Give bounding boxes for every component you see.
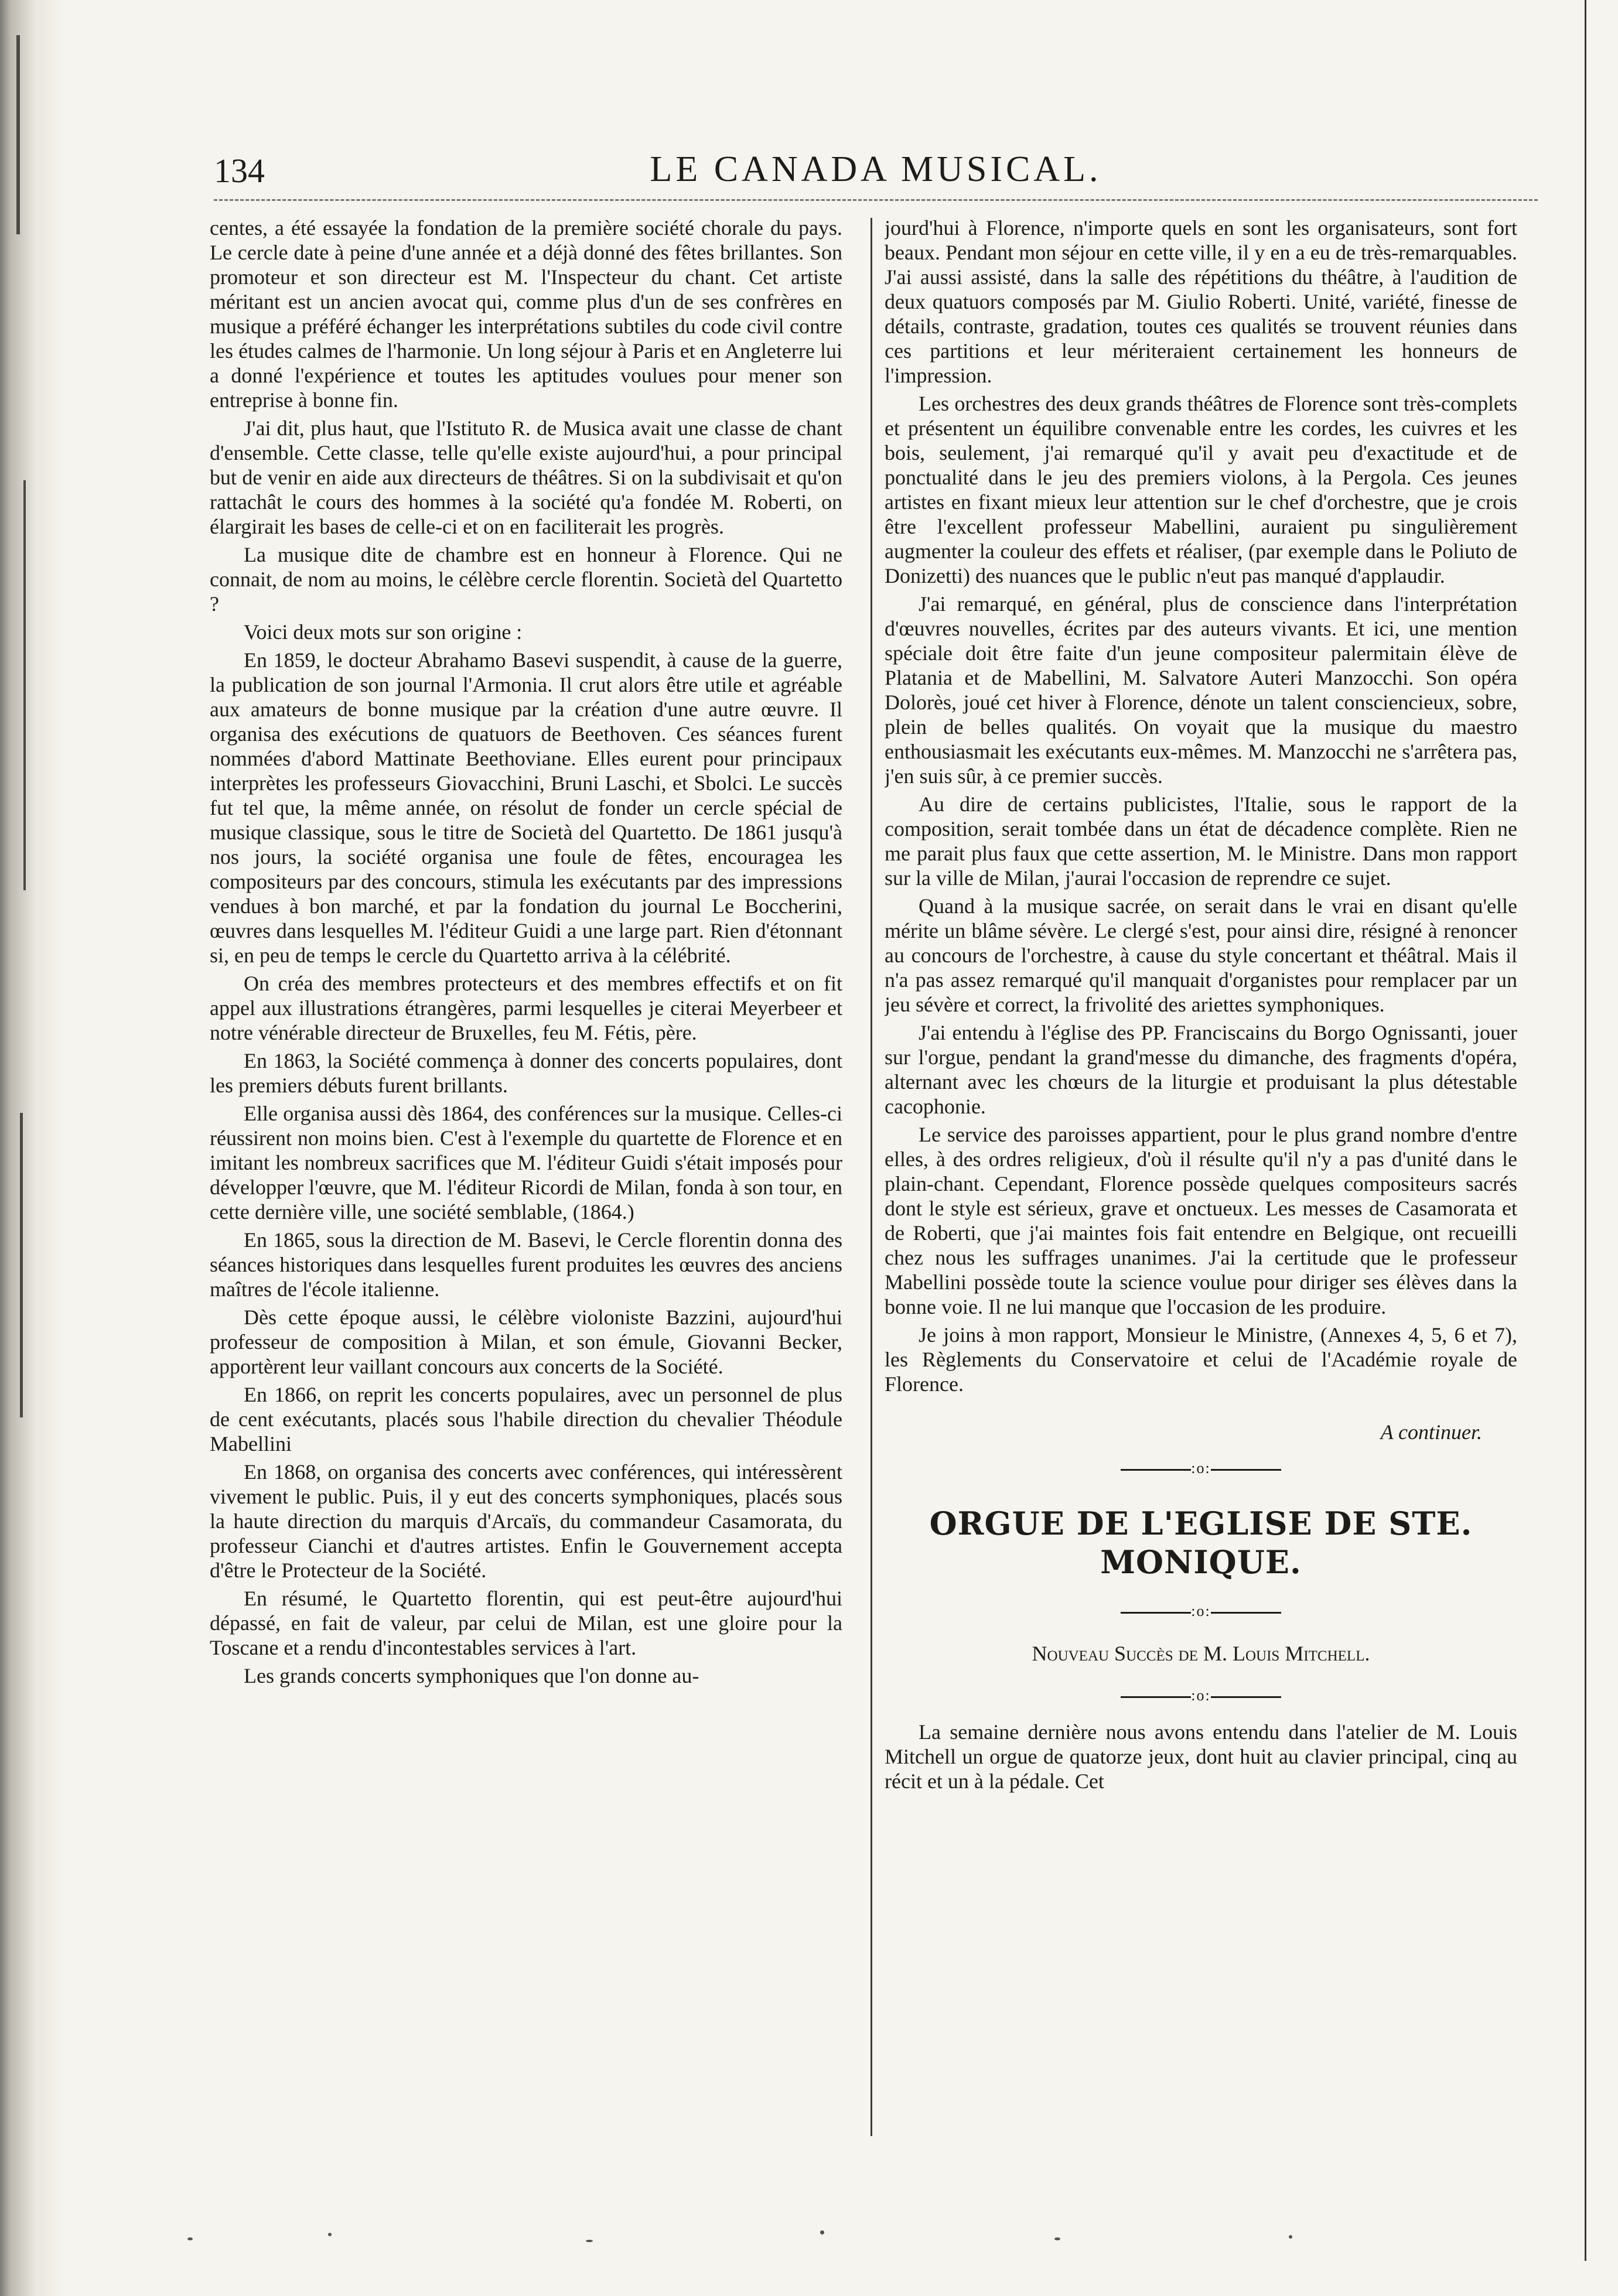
running-title: LE CANADA MUSICAL. xyxy=(650,149,1102,189)
paragraph: En 1859, le docteur Abrahamo Basevi suspendit, à cause de la guerre, la publication de son journal l'Armonia. Il crut alors être utile et agréable aux amateurs de bonne musique par la création d'une autre œuvre. Il organisa des exécutions de quatuors de Beethoven. Ces séances furent nommées d'abord Mattinate Beethoviane. Elles eurent pour principaux interprètes les professeurs Giovacchini, Bruni Laschi, et Sbolci. Le succès fut tel que, la même année, on résolut de fonder un cercle spécial de musique classique, sous le titre de Società del Quartetto. De 1861 jusqu'à nos jours, la société organisa une foule de fêtes, encouragea les compositeurs par des concours, stimula les exécutants par des impressions vendues à bon marché, et par la fondation du journal Le Boccherini, œuvres dans lesquelles M. l'éditeur Guidi a une large part. Rien d'étonnant si, en peu de temps le cercle du Quartetto arriva à la célébrité. xyxy=(210,648,842,967)
scan-left-edge xyxy=(0,0,64,2296)
page-right-rule xyxy=(1585,0,1586,2261)
paragraph: Voici deux mots sur son origine : xyxy=(244,620,523,644)
paragraph: J'ai dit, plus haut, que l'Istituto R. de Musica avait une classe de chant d'ensemble. Cette classe, telle qu'elle existe aujourd'hui, a pour principal but de venir en aide aux directeurs de théâtres. Si on la subdivisait et qu'on rattachât le cours des hommes à la société qu'a fondée M. Roberti, on élargirait les bases de celle-ci et on en faciliterait les progrès. xyxy=(210,416,842,538)
header-rule xyxy=(214,199,1538,201)
paragraph: En résumé, le Quartetto florentin, qui est peut-être aujourd'hui dépassé, en fait de valeur, par celui de Milan, est une gloire pour la Toscane et a rendu d'incontestables services à l'art. xyxy=(210,1587,842,1659)
paragraph: En 1865, sous la direction de M. Basevi, le Cercle florentin donna des séances historiques dans lesquelles furent produites les œuvres des anciens maîtres de l'école italienne. xyxy=(210,1228,842,1301)
paragraph: Dès cette époque aussi, le célèbre violoniste Bazzini, aujourd'hui professeur de composition à Milan, et son émule, Giovanni Becker, apportèrent leur vaillant concours aux concerts de la Société. xyxy=(210,1306,842,1378)
column-divider xyxy=(871,218,872,2136)
paragraph: Je joins à mon rapport, Monsieur le Ministre, (Annexes 4, 5, 6 et 7), les Règlements du Conservatoire et celui de l'Académie royale de Florence. xyxy=(885,1323,1517,1396)
scan-edge-mark xyxy=(23,480,26,890)
paragraph: Au dire de certains publicistes, l'Italie, sous le rapport de la composition, serait tombée dans un état de décadence complète. Rien ne me parait plus faux que cette assertion, M. le Ministre. Dans mon rapport sur la ville de Milan, j'aurai l'occasion de reprendre ce sujet. xyxy=(885,792,1517,890)
right-column xyxy=(885,216,1517,2148)
article-subtitle: Nouveau Succès de M. Louis Mitchell. xyxy=(1032,1642,1370,1665)
paragraph: jourd'hui à Florence, n'importe quels en sont les organisateurs, sont fort beaux. Pendant mon séjour en cette ville, il y en a eu de très-remarquables. J'ai aussi assisté, dans la salle des répétitions du théâtre, à l'audition de deux quatuors composés par M. Giulio Roberti. Unité, variété, finesse de détails, contraste, gradation, toutes ces qualités se trouvent réunies dans ces partitions et leur mériteraient certainement les honneurs de l'impression. xyxy=(885,216,1517,387)
scan-edge-mark xyxy=(16,35,20,234)
article-title: ORGUE DE L'EGLISE DE STE. MONIQUE. xyxy=(929,1505,1473,1581)
page-header xyxy=(196,141,1555,193)
separator-mark: :o: xyxy=(1191,1460,1211,1477)
page-number: 134 xyxy=(214,152,265,190)
paragraph: J'ai entendu à l'église des PP. Franciscains du Borgo Ognissanti, jouer sur l'orgue, pendant la grand'messe du dimanche, des fragments d'opéra, alternant avec les chœurs de la liturgie et produisant la plus détestable cacophonie. xyxy=(885,1021,1517,1118)
paragraph: J'ai remarqué, en général, plus de conscience dans l'interprétation d'œuvres nouvelles, écrites par des auteurs vivants. Et ici, une mention spéciale doit être faite d'un jeune compositeur palermitain élève de Platania et de Mabellini, M. Salvatore Auteri Manzocchi. Son opéra Dolorès, joué cet hiver à Florence, dénote un talent consciencieux, sobre, plein de belles qualités. On voyait que la musique du maestro enthousiasmait les exécutants eux-mêmes. M. Manzocchi ne s'arrêtera pas, j'en suis sûr, à ce premier succès. xyxy=(885,592,1517,788)
paragraph: Elle organisa aussi dès 1864, des conférences sur la musique. Celles-ci réussirent non moins bien. C'est à l'exemple du quartette de Florence et en imitant les nombreux sacrifices que M. l'éditeur Guidi s'était imposés pour développer l'œuvre, que M. l'éditeur Ricordi de Milan, fonda à son tour, en cette dernière ville, une société semblable, (1864.) xyxy=(210,1102,842,1224)
paragraph: Les grands concerts symphoniques que l'on donne au- xyxy=(244,1664,699,1687)
paragraph: En 1866, on reprit les concerts populaires, avec un personnel de plus de cent exécutants, placés sous l'habile direction du chevalier Théodule Mabellini xyxy=(210,1383,842,1456)
section-separator xyxy=(885,1599,1517,1624)
to-be-continued: A continuer. xyxy=(1380,1420,1482,1444)
scan-noise xyxy=(176,2220,1465,2255)
left-column xyxy=(210,216,842,2148)
paragraph: En 1863, la Société commença à donner des concerts populaires, dont les premiers débuts furent brillants. xyxy=(210,1049,842,1097)
paragraph: En 1868, on organisa des concerts avec conférences, qui intéressèrent vivement le public. Puis, il y eut des concerts symphoniques, placés sous la haute direction du marquis d'Arcaïs, du commandeur Casamorata, du professeur Cianchi et d'autres artistes. Enfin le Gouvernement accepta d'être le Protecteur de la Société. xyxy=(210,1460,842,1582)
paragraph: Le service des paroisses appartient, pour le plus grand nombre d'entre elles, à des ordres religieux, d'où il résulte qu'il n'y a pas d'unité dans le plain-chant. Cependant, Florence possède quelques compositeurs sacrés dont le style est sérieux, grave et onctueux. Les messes de Casamorata et de Roberti, que j'ai maintes fois fait entendre en Belgique, ont recueilli chez nous les suffrages unanimes. J'ai la certitude que le professeur Mabellini possède toute la science voulue pour diriger ses élèves dans la bonne voie. Il ne lui manque que l'occasion de les produire. xyxy=(885,1123,1517,1318)
separator-mark: :o: xyxy=(1191,1603,1211,1620)
section-separator xyxy=(885,1683,1517,1708)
paragraph: La musique dite de chambre est en honneur à Florence. Qui ne connait, de nom au moins, le célèbre cercle florentin. Società del Quartetto ? xyxy=(210,543,842,616)
paragraph: centes, a été essayée la fondation de la première société chorale du pays. Le cercle date à peine d'une année et a déjà donné des fêtes brillantes. Son promoteur et son directeur est M. l'Inspecteur du chant. Cet artiste méritant est un ancien avocat qui, comme plus d'un de ses confrères en musique a préféré échanger les interprétations subtiles du code civil contre les études calmes de l'harmonie. Un long séjour à Paris et en Angleterre lui a donné l'expérience et toutes les aptitudes voulues pour mener son entreprise à bonne fin. xyxy=(210,216,842,412)
paragraph: Les orchestres des deux grands théâtres de Florence sont très-complets et présentent un équilibre convenable entre les cordes, les cuivres et les bois, seulement, j'ai remarqué qu'il y avait peu d'exactitude et de ponctualité dans le jeu des premiers violons, à la Pergola. Ces jeunes artistes en fixant mieux leur attention sur le chef d'orchestre, que je crois être l'excellent professeur Mabellini, auraient pu singulièrement augmenter la couleur des effets et réaliser, (par exemple dans le Poliuto de Donizetti) des nuances que le public n'eut pas manqué d'applaudir. xyxy=(885,392,1517,587)
scan-edge-mark xyxy=(20,1113,23,1417)
paragraph: On créa des membres protecteurs et des membres effectifs et on fit appel aux illustrations étrangères, parmi lesquelles je citerai Meyerbeer et notre vénérable directeur de Bruxelles, feu M. Fétis, père. xyxy=(210,972,842,1044)
section-separator xyxy=(885,1456,1517,1481)
paragraph: Quand à la musique sacrée, on serait dans le vrai en disant qu'elle mérite un blâme sévère. Le clergé s'est, pour ainsi dire, résigné à renoncer au concours de l'orchestre, à cause du style concertant et théâtral. Mais il n'a pas assez remarqué qu'il manquait d'organistes pour remplacer par un jeu sévère et correct, la frivolité des ariettes symphoniques. xyxy=(885,894,1517,1016)
article-body: La semaine dernière nous avons entendu dans l'atelier de M. Louis Mitchell un orgue de quatorze jeux, dont huit au clavier principal, cinq au récit et un à la pédale. Cet xyxy=(885,1720,1517,1793)
separator-mark: :o: xyxy=(1191,1687,1211,1704)
